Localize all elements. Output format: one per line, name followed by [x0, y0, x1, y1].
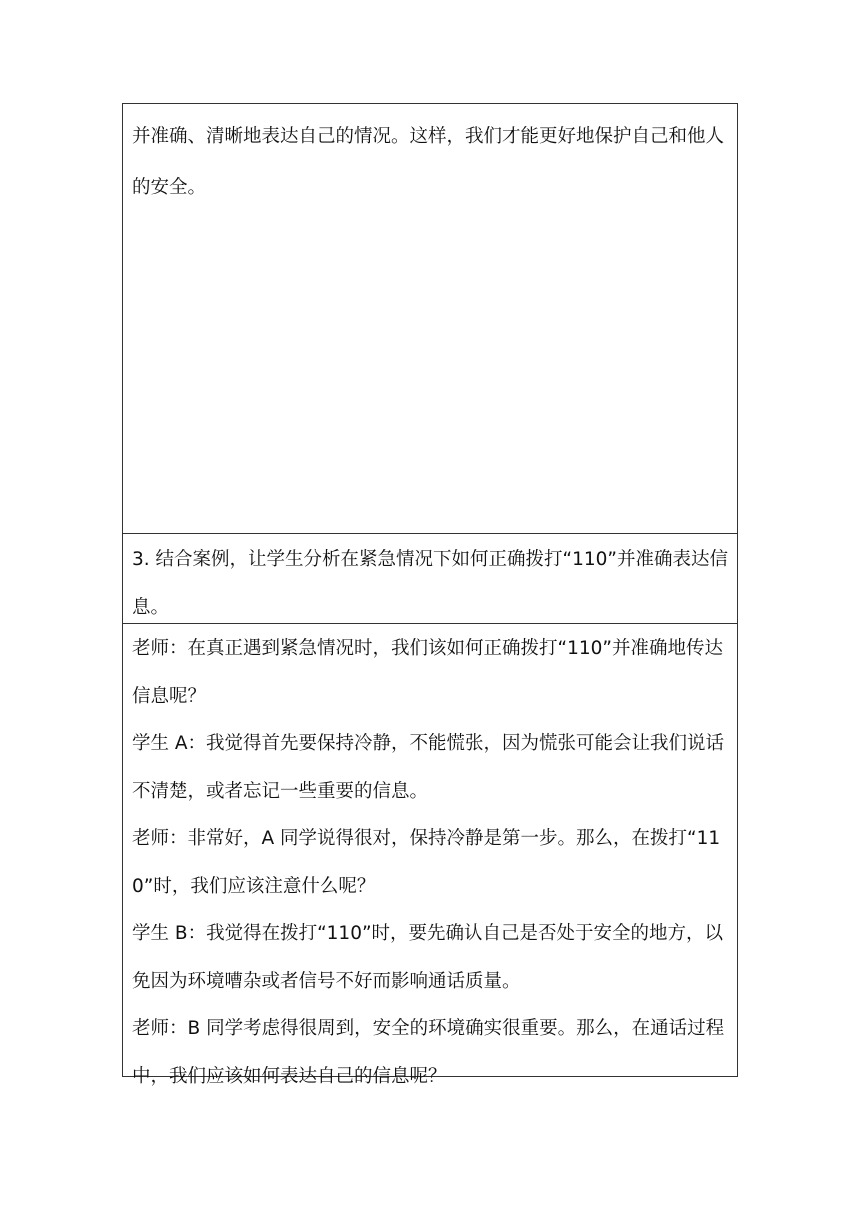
paragraph: 3. 结合案例，让学生分析在紧急情况下如何正确拨打“110”并准确表达信息。	[132, 549, 729, 618]
paragraph: 并准确、清晰地表达自己的情况。这样，我们才能更好地保护自己和他人的安全。	[132, 126, 725, 198]
lesson-table	[122, 103, 738, 1087]
dialogue-line: 学生 A：我觉得首先要保持冷静，不能慌张，因为慌张可能会让我们说话不清楚，或者忘记一些重要的信息。	[132, 733, 725, 802]
table-row-dialogue	[123, 624, 737, 1087]
dialogue-line: 老师：B 同学考虑得很周到，安全的环境确实很重要。那么，在通话过程中，我们应该如何表达自己的信息呢？	[132, 1018, 725, 1087]
dialogue-line: 老师：非常好，A 同学说得很对，保持冷静是第一步。那么，在拨打“110”时，我们应该注意什么呢？	[132, 828, 721, 897]
table-row-continuation	[123, 104, 737, 534]
table-row-task	[123, 534, 737, 624]
dialogue-line: 老师：在真正遇到紧急情况时，我们该如何正确拨打“110”并准确地传达信息呢？	[132, 638, 723, 707]
dialogue-line: 学生 B：我觉得在拨打“110”时，要先确认自己是否处于安全的地方，以免因为环境嘈杂或者信号不好而影响通话质量。	[132, 923, 724, 992]
